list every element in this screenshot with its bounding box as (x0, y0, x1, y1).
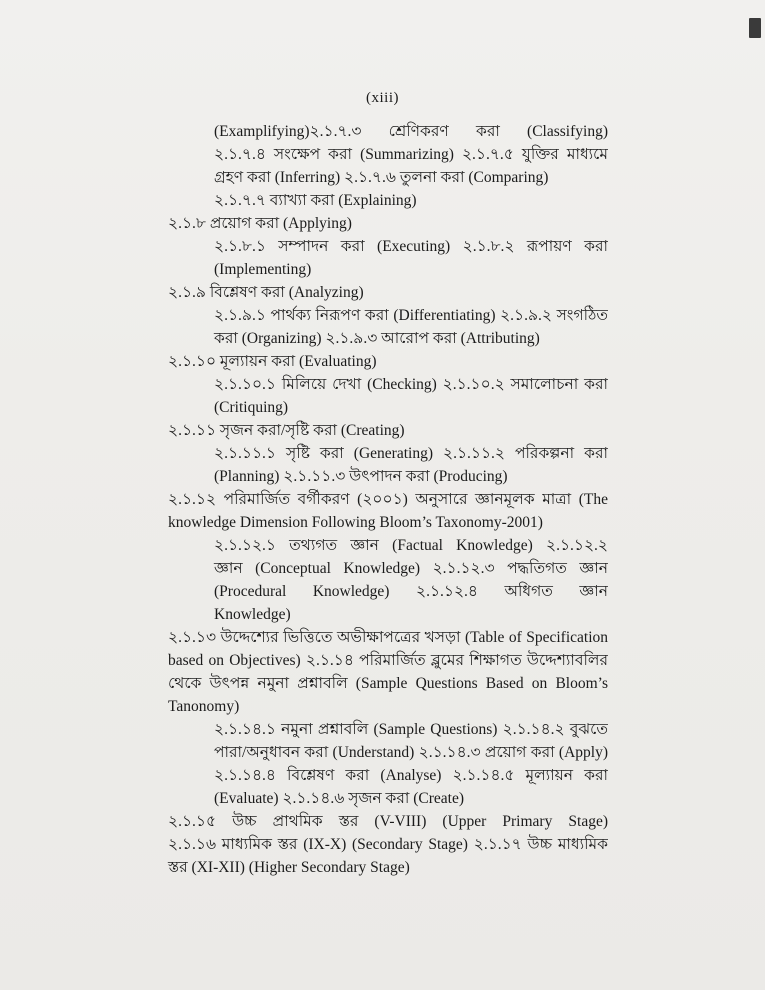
toc-line: ২.১.৮.১ সম্পাদন করা (Executing) ২.১.৮.২ রূপায়ণ করা (214, 238, 608, 255)
toc-line: করা (Organizing) ২.১.৯.৩ আরোপ করা (Attributing) (214, 330, 540, 347)
toc-line: ২.১.১৬ মাধ্যমিক স্তর (IX-X) (Secondary Stage) ২.১.১৭ উচ্চ মাধ্যমিক (168, 836, 608, 853)
toc-line: ২.১.১১ সৃজন করা/সৃষ্টি করা (Creating) (168, 422, 405, 439)
toc-line: ২.১.১২.১ তথ্যগত জ্ঞান (Factual Knowledge) ২.১.১২.২ (214, 537, 608, 554)
toc-line: knowledge Dimension Following Bloom’s Taxonomy-2001) (168, 514, 543, 531)
toc-line: (Critiquing) (214, 399, 289, 416)
toc-line: (Evaluate) ২.১.১৪.৬ সৃজন করা (Create) (214, 790, 464, 807)
table-of-contents-body (168, 120, 608, 879)
toc-line: ২.১.৮ প্রয়োগ করা (Applying) (168, 215, 352, 232)
toc-line: পারা/অনুধাবন করা (Understand) ২.১.১৪.৩ প্রয়োগ করা (Apply) (214, 744, 608, 761)
toc-line: ২.১.১৪.১ নমুনা প্রশ্নাবলি (Sample Questions) ২.১.১৪.২ বুঝতে (214, 721, 608, 738)
toc-line: ২.১.১১.১ সৃষ্টি করা (Generating) ২.১.১১.২ পরিকল্পনা করা (214, 445, 608, 462)
toc-line: ২.১.১০ মূল্যায়ন করা (Evaluating) (168, 353, 377, 370)
toc-line: Knowledge) (214, 606, 291, 623)
toc-line: ২.১.১৪.৪ বিশ্লেষণ করা (Analyse) ২.১.১৪.৫ মূল্যায়ন করা (214, 767, 608, 784)
toc-line: ২.১.১২ পরিমার্জিত বর্গীকরণ (২০০১) অনুসারে জ্ঞানমূলক মাত্রা (The (168, 491, 608, 508)
toc-line: গ্রহণ করা (Inferring) ২.১.৭.৬ তুলনা করা (Comparing) (214, 169, 549, 186)
toc-line: স্তর (XI-XII) (Higher Secondary Stage) (168, 859, 410, 876)
toc-line: based on Objectives) ২.১.১৪ পরিমার্জিত ব্লুমের শিক্ষাগত উদ্দেশ্যাবলির (168, 652, 608, 669)
toc-line: ২.১.৭.৭ ব্যাখ্যা করা (Explaining) (214, 192, 417, 209)
toc-line: ২.১.১০.১ মিলিয়ে দেখা (Checking) ২.১.১০.২ সমালোচনা করা (214, 376, 608, 393)
toc-line: (Planning) ২.১.১১.৩ উৎপাদন করা (Producing) (214, 468, 508, 485)
toc-line: জ্ঞান (Conceptual Knowledge) ২.১.১২.৩ পদ্ধতিগত জ্ঞান (214, 560, 608, 577)
toc-line: ২.১.১৩ উদ্দেশ্যের ভিত্তিতে অভীক্ষাপত্রের খসড়া (Table of Specification (168, 629, 608, 646)
page-number: (xiii) (366, 90, 399, 106)
toc-line: ২.১.৭.৪ সংক্ষেপ করা (Summarizing) ২.১.৭.৫ যুক্তির মাধ্যমে (214, 146, 608, 163)
toc-line: ২.১.১৫ উচ্চ প্রাথমিক স্তর (V-VIII) (Upper Primary Stage) (168, 813, 608, 830)
toc-line: (Implementing) (214, 261, 312, 278)
toc-line: (Procedural Knowledge) ২.১.১২.৪ অধিগত জ্ঞান (214, 583, 608, 600)
toc-line: থেকে উৎপন্ন নমুনা প্রশ্নাবলি (Sample Questions Based on Bloom’s (168, 675, 608, 692)
toc-line: ২.১.৯ বিশ্লেষণ করা (Analyzing) (168, 284, 364, 301)
toc-line: Tanonomy) (168, 698, 240, 715)
toc-line: ২.১.৯.১ পার্থক্য নিরূপণ করা (Differentiating) ২.১.৯.২ সংগঠিত (214, 307, 608, 324)
scan-corner-mark (749, 18, 761, 38)
toc-line: (Examplifying)২.১.৭.৩ শ্রেণিকরণ করা (Classifying) (214, 123, 608, 140)
